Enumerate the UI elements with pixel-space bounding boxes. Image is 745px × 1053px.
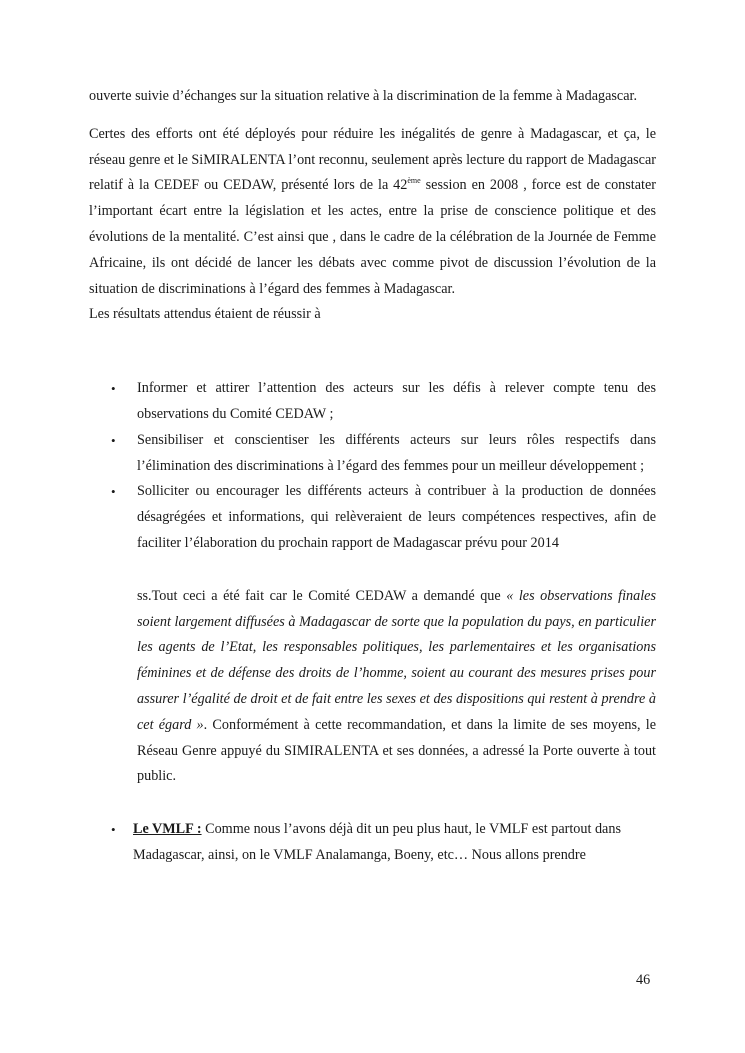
bullet-icon: • xyxy=(111,822,116,838)
objective-text: Sensibiliser et conscientiser les différents acteurs sur leurs rôles respectifs dans l’élimination des discriminations à l’égard des femmes pour un meilleur développement ; xyxy=(137,431,656,474)
list-item xyxy=(89,479,656,556)
objectives-list xyxy=(89,376,656,557)
quote-conclusion: . Conformément à cette recommandation, et dans la limite de ses moyens, le Réseau Genre appuyé du SIMIRALENTA et ses données, a adressé la Porte ouverte à tout public. xyxy=(137,716,656,785)
vmlf-line-2: Madagascar, ainsi, on le VMLF Analamanga, Boeny, etc… Nous allons prendre xyxy=(133,846,586,863)
bullet-icon: • xyxy=(111,484,116,500)
page-number: 46 xyxy=(636,972,651,988)
quote-paragraph xyxy=(137,584,656,790)
list-item xyxy=(89,376,656,428)
bullet-icon: • xyxy=(111,432,116,448)
paragraph-2-text-after-superscript: session en 2008 , force est de constater l’important écart entre la législation et les actes, entre la prise de conscience politique et des évolutions de la mentalité. C’est ainsi que , dans le cadre de la célébration de la Journée de Femme Africaine, ils ont décidé de lancer les débats avec comme pivot de discussion l’évolution de la situation de discriminations à l’égard des femmes à Madagascar. xyxy=(89,177,656,297)
intro-paragraph-2 xyxy=(89,122,656,328)
vmlf-paragraph xyxy=(133,817,656,869)
vmlf-label: Le VMLF : xyxy=(133,821,202,838)
page-content xyxy=(89,84,656,869)
vmlf-section xyxy=(89,817,656,869)
quote-lead-in: ss.Tout ceci a été fait car le Comité CEDAW a demandé que xyxy=(137,587,507,604)
cedaw-quote-block xyxy=(137,584,656,790)
bullet-icon: • xyxy=(111,381,116,397)
intro-paragraph-1: ouverte suivie d’échanges sur la situation relative à la discrimination de la femme à Madagascar. xyxy=(89,88,637,104)
objective-text: Solliciter ou encourager les différents acteurs à contribuer à la production de données désagrégées et informations, qui relèveraient de leurs compétences respectives, afin de faciliter l’élaboration du prochain rapport de Madagascar prévu pour 2014 xyxy=(137,483,656,551)
paragraph-2-text-before-superscript: Certes des efforts ont été déployés pour réduire les inégalités de genre à Madagascar, et ça, le réseau genre et le SiMIRALENTA l’ont reconnu, seulement après lecture du rapport de Madagascar relatif à la CEDEF ou CEDAW, présenté lors de la 42 xyxy=(89,125,656,194)
vmlf-line-1: Comme nous l’avons déjà dit un peu plus haut, le VMLF est partout dans xyxy=(201,821,621,838)
paragraph-2-last-line: Les résultats attendus étaient de réussir à xyxy=(89,306,321,323)
cedaw-quote: « les observations finales soient largement diffusées à Madagascar de sorte que la population du pays, en particulier les agents de l’Etat, les responsables politiques, les parlementaires et les organisations féminines et de défense des droits de l’homme, soient au courant des mesures prises pour assurer l’égalité de droit et de fait entre les sexes et des dispositions qui restent à prendre à cet égard » xyxy=(137,587,656,733)
objective-text: Informer et attirer l’attention des acteurs sur les défis à relever compte tenu des observations du Comité CEDAW ; xyxy=(137,380,656,422)
superscript-eme: ème xyxy=(407,176,421,186)
list-item xyxy=(89,428,656,480)
